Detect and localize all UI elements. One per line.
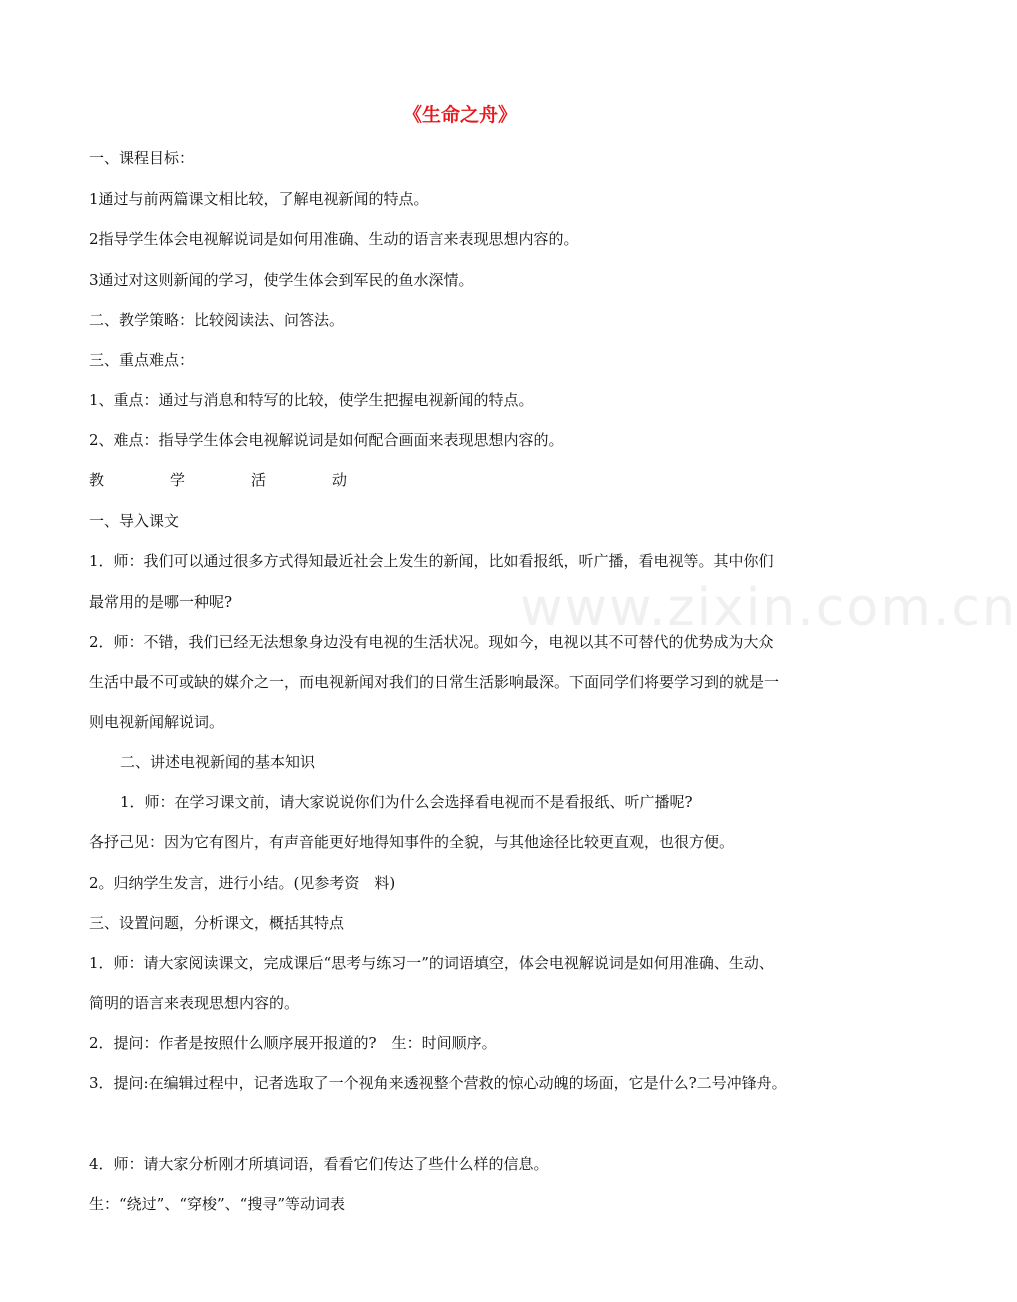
section-heading: 一、导入课文 bbox=[89, 512, 180, 530]
paragraph: 最常用的是哪一种呢? bbox=[89, 593, 233, 611]
watermark: www.zixin.com.cn bbox=[520, 578, 1017, 638]
section-heading: 三、设置问题，分析课文，概括其特点 bbox=[89, 914, 345, 932]
paragraph: 3通过对这则新闻的学习，使学生体会到军民的鱼水深情。 bbox=[89, 271, 474, 289]
paragraph: 2指导学生体会电视解说词是如何用准确、生动的语言来表现思想内容的。 bbox=[89, 230, 579, 248]
section-heading: 一、课程目标： bbox=[89, 149, 195, 167]
paragraph: 则电视新闻解说词。 bbox=[89, 713, 225, 731]
paragraph: 简明的语言来表现思想内容的。 bbox=[89, 994, 300, 1012]
document-title: 《生命之舟》 bbox=[402, 104, 517, 126]
section-heading: 二、讲述电视新闻的基本知识 bbox=[120, 753, 316, 771]
paragraph: 2．师：不错，我们已经无法想象身边没有电视的生活状况。现如今，电视以其不可替代的优势成为大众 bbox=[89, 633, 774, 651]
paragraph: 各抒己见：因为它有图片，有声音能更好地得知事件的全貌，与其他途径比较更直观，也很方便。 bbox=[89, 833, 735, 851]
paragraph: 1．师：我们可以通过很多方式得知最近社会上发生的新闻，比如看报纸，听广播，看电视等。其中你们 bbox=[89, 552, 774, 570]
activity-char: 教 bbox=[89, 471, 105, 489]
paragraph: 生：“绕过”、“穿梭”、“搜寻”等动词表 bbox=[89, 1195, 346, 1213]
paragraph: 2．提问：作者是按照什么顺序展开报道的? 生：时间顺序。 bbox=[89, 1034, 497, 1052]
section-heading: 二、教学策略：比较阅读法、问答法。 bbox=[89, 311, 345, 329]
paragraph: 2。归纳学生发言，进行小结。(见参考资 料) bbox=[89, 874, 396, 892]
paragraph: 2、难点：指导学生体会电视解说词是如何配合画面来表现思想内容的。 bbox=[89, 431, 564, 449]
activity-heading bbox=[89, 470, 839, 490]
paragraph: 4．师：请大家分析刚才所填词语，看看它们传达了些什么样的信息。 bbox=[89, 1155, 549, 1173]
paragraph: 1．师：在学习课文前，请大家说说你们为什么会选择看电视而不是看报纸、听广播呢? bbox=[120, 793, 693, 811]
paragraph: 生活中最不可或缺的媒介之一，而电视新闻对我们的日常生活影响最深。下面同学们将要学习到的就是一 bbox=[89, 673, 780, 691]
paragraph: 1、重点：通过与消息和特写的比较，使学生把握电视新闻的特点。 bbox=[89, 391, 534, 409]
activity-char: 学 bbox=[170, 471, 186, 489]
paragraph: 1通过与前两篇课文相比较，了解电视新闻的特点。 bbox=[89, 190, 429, 208]
paragraph: 1．师：请大家阅读课文，完成课后“思考与练习一”的词语填空，体会电视解说词是如何用准确、生动、 bbox=[89, 954, 774, 972]
activity-char: 活 bbox=[251, 471, 267, 489]
activity-char: 动 bbox=[332, 471, 348, 489]
paragraph: 3．提问:在编辑过程中，记者选取了一个视角来透视整个营救的惊心动魄的场面，它是什么?二号冲锋舟。 bbox=[89, 1074, 787, 1092]
section-heading: 三、重点难点： bbox=[89, 351, 195, 369]
